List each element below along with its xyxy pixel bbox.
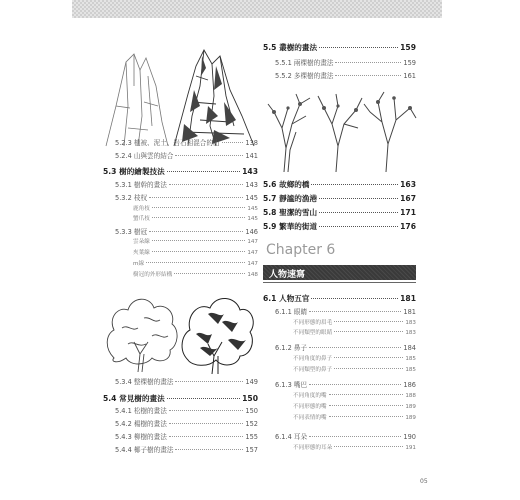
- toc-entry: [293, 446, 416, 452]
- toc-entry: [115, 229, 258, 236]
- toc-leader-dots: [174, 273, 245, 274]
- toc-entry-label: m線: [133, 261, 145, 267]
- toc-leader-dots: [329, 405, 404, 406]
- toc-entry-page: 183: [405, 330, 416, 336]
- toc-entry: [293, 416, 416, 422]
- toc-entry-label: 5.4.4 椰子樹的畫法: [115, 446, 174, 454]
- toc-entry-page: 148: [247, 272, 258, 278]
- toc-entry-label: 5.3 樹的繪製技法: [103, 167, 165, 176]
- toc-leader-dots: [152, 217, 246, 218]
- toc-entry-label: 蟹爪枝: [133, 216, 150, 222]
- toc-entry-label: 鹿角枝: [133, 206, 150, 212]
- toc-entry: [115, 447, 258, 454]
- toc-entry-label: 5.2.4 山與雲的結合: [115, 152, 174, 160]
- toc-entry: [275, 73, 416, 80]
- toc-entry-page: 150: [242, 394, 258, 403]
- toc-entry: [133, 207, 258, 213]
- toc-entry-label: 不同形態的嘴: [293, 404, 327, 410]
- toc-entry-label: 不同形態的眉毛: [293, 320, 333, 326]
- toc-entry-page: 143: [242, 167, 258, 176]
- toc-entry-page: 167: [400, 194, 416, 203]
- toc-entry-page: 152: [245, 420, 258, 428]
- toc-entry: [275, 382, 416, 389]
- toc-entry-label: 5.6 故鄉的橋: [263, 180, 310, 189]
- toc-entry: [263, 44, 416, 52]
- chapter-heading: Chapter 6: [266, 242, 336, 258]
- toc-leader-dots: [309, 384, 401, 385]
- toc-entry-label: 5.4.2 楊樹的畫法: [115, 420, 167, 428]
- toc-entry: [133, 251, 258, 257]
- toc-entry-label: 5.5 叢樹的畫法: [263, 43, 318, 52]
- toc-entry-page: 159: [403, 59, 416, 67]
- toc-entry-label: 5.3.4 整棵樹的畫法: [115, 378, 174, 386]
- toc-leader-dots: [175, 381, 243, 382]
- toc-leader-dots: [169, 423, 244, 424]
- toc-entry-label: 不同類型的鼻子: [293, 367, 333, 373]
- toc-entry: [263, 295, 416, 303]
- toc-entry: [115, 195, 258, 202]
- toc-entry-label: 5.8 聖潔的雪山: [263, 208, 318, 217]
- toc-entry-label: 6.1.1 眼睛: [275, 308, 308, 316]
- toc-entry-label: 5.2.3 植被、泥土、岩石相混合的山: [115, 139, 220, 147]
- toc-leader-dots: [311, 298, 398, 299]
- toc-entry: [275, 434, 416, 441]
- toc-entry-page: 171: [400, 208, 416, 217]
- toc-entry-page: 146: [245, 228, 258, 236]
- toc-entry: [133, 273, 258, 279]
- toc-leader-dots: [149, 197, 243, 198]
- toc-entry-page: 147: [247, 239, 258, 245]
- toc-entry-page: 145: [247, 206, 258, 212]
- toc-leader-dots: [175, 155, 243, 156]
- toc-entry-label: 6.1 人物五官: [263, 294, 310, 303]
- toc-leader-dots: [319, 47, 398, 48]
- toc-entry-label: 5.5.1 兩棵樹的畫法: [275, 59, 334, 67]
- toc-leader-dots: [167, 171, 240, 172]
- toc-entry-page: 189: [405, 404, 416, 410]
- toc-entry: [115, 434, 258, 441]
- toc-entry-page: 138: [245, 139, 258, 147]
- toc-entry: [115, 153, 258, 160]
- toc-entry: [293, 331, 416, 337]
- toc-entry-label: 夾葉線: [133, 250, 150, 256]
- toc-leader-dots: [146, 262, 245, 263]
- toc-entry-page: 181: [403, 308, 416, 316]
- toc-leader-dots: [309, 311, 401, 312]
- toc-entry: [263, 209, 416, 217]
- toc-entry-page: 147: [247, 261, 258, 267]
- toc-leader-dots: [169, 184, 244, 185]
- toc-entry-label: 樹冠的外形結構: [133, 272, 173, 278]
- toc-leader-dots: [334, 331, 403, 332]
- chapter-divider: [263, 282, 416, 283]
- toc-leader-dots: [334, 368, 403, 369]
- toc-entry-label: 不同形態的耳朵: [293, 445, 333, 451]
- toc-entry: [263, 223, 416, 231]
- toc-entry-label: 5.9 繁華的街道: [263, 222, 318, 231]
- toc-entry: [275, 309, 416, 316]
- toc-entry-page: 143: [245, 181, 258, 189]
- toc-entry: [263, 181, 416, 189]
- toc-leader-dots: [319, 226, 398, 227]
- toc-entry-label: 5.3.1 樹幹的畫法: [115, 181, 167, 189]
- toc-leader-dots: [329, 394, 404, 395]
- toc-entry-page: 185: [405, 356, 416, 362]
- toc-entry: [275, 345, 416, 352]
- toc-entry-label: 6.1.3 嘴巴: [275, 381, 308, 389]
- toc-leader-dots: [329, 416, 404, 417]
- toc-entry-label: 不同表情的嘴: [293, 415, 327, 421]
- toc-entry-page: 184: [403, 344, 416, 352]
- toc-entry-page: 185: [405, 367, 416, 373]
- toc-entry-page: 176: [400, 222, 416, 231]
- toc-entry: [115, 379, 258, 386]
- toc-entry-page: 189: [405, 415, 416, 421]
- toc-entry-label: 雲朵線: [133, 239, 150, 245]
- toc-entry-page: 186: [403, 381, 416, 389]
- toc-entry-label: 不同角度的鼻子: [293, 356, 333, 362]
- toc-entry: [293, 357, 416, 363]
- toc-leader-dots: [175, 449, 243, 450]
- toc-leader-dots: [222, 142, 244, 143]
- toc-entry-page: 145: [247, 216, 258, 222]
- toc-entry: [275, 60, 416, 67]
- toc-entry-label: 5.3.2 枝杈: [115, 194, 148, 202]
- toc-entry: [133, 217, 258, 223]
- toc-leader-dots: [335, 75, 401, 76]
- toc-entry-label: 5.4 常見樹的畫法: [103, 394, 165, 403]
- toc-entry-page: 188: [405, 393, 416, 399]
- header-pattern-band: [72, 0, 442, 18]
- toc-leader-dots: [152, 240, 246, 241]
- toc-leader-dots: [152, 251, 246, 252]
- toc-leader-dots: [335, 62, 401, 63]
- toc-entry-page: 149: [245, 378, 258, 386]
- toc-entry-page: 150: [245, 407, 258, 415]
- toc-entry-label: 6.1.4 耳朵: [275, 433, 308, 441]
- toc-entry: [103, 168, 258, 176]
- toc-entry-label: 5.3.3 樹冠: [115, 228, 148, 236]
- bare-trees-sketch-icon: [266, 88, 418, 172]
- toc-entry-label: 5.4.3 柳樹的畫法: [115, 433, 167, 441]
- toc-leader-dots: [169, 410, 244, 411]
- toc-entry: [115, 408, 258, 415]
- toc-entry-label: 不同類型的眼睛: [293, 330, 333, 336]
- toc-entry-label: 6.1.2 鼻子: [275, 344, 308, 352]
- toc-entry-page: 155: [245, 433, 258, 441]
- toc-leader-dots: [334, 321, 403, 322]
- toc-entry: [115, 182, 258, 189]
- tree-canopy-sketch-icon: [104, 288, 256, 374]
- toc-entry-page: 147: [247, 250, 258, 256]
- toc-entry-page: 190: [403, 433, 416, 441]
- toc-entry: [133, 262, 258, 268]
- toc-leader-dots: [311, 184, 398, 185]
- toc-entry: [293, 394, 416, 400]
- toc-entry-page: 145: [245, 194, 258, 202]
- toc-leader-dots: [167, 398, 240, 399]
- toc-leader-dots: [334, 446, 403, 447]
- toc-entry: [263, 195, 416, 203]
- toc-leader-dots: [149, 231, 243, 232]
- toc-entry-page: 163: [400, 180, 416, 189]
- toc-entry-page: 191: [405, 445, 416, 451]
- toc-entry-label: 5.4.1 松樹的畫法: [115, 407, 167, 415]
- toc-entry-page: 141: [245, 152, 258, 160]
- toc-entry: [115, 421, 258, 428]
- toc-entry-page: 161: [403, 72, 416, 80]
- toc-entry-label: 5.5.2 多棵樹的畫法: [275, 72, 334, 80]
- toc-entry-label: 不同角度的嘴: [293, 393, 327, 399]
- toc-leader-dots: [309, 347, 401, 348]
- toc-entry: [293, 321, 416, 327]
- toc-leader-dots: [334, 357, 403, 358]
- toc-leader-dots: [152, 207, 246, 208]
- toc-leader-dots: [169, 436, 244, 437]
- toc-entry-page: 157: [245, 446, 258, 454]
- toc-entry-label: 5.7 靜謐的漁港: [263, 194, 318, 203]
- toc-entry-page: 181: [400, 294, 416, 303]
- toc-entry-page: 159: [400, 43, 416, 52]
- chapter-title-band: [263, 265, 416, 280]
- toc-entry-page: 183: [405, 320, 416, 326]
- toc-entry: [133, 240, 258, 246]
- toc-entry: [115, 140, 258, 147]
- chapter-title: 人物速寫: [269, 270, 306, 280]
- toc-entry: [293, 405, 416, 411]
- mountain-sketch-icon: [104, 46, 256, 148]
- toc-leader-dots: [309, 436, 401, 437]
- toc-leader-dots: [319, 198, 398, 199]
- toc-entry: [293, 368, 416, 374]
- toc-entry: [103, 395, 258, 403]
- page-number: 05: [420, 478, 428, 485]
- toc-leader-dots: [319, 212, 398, 213]
